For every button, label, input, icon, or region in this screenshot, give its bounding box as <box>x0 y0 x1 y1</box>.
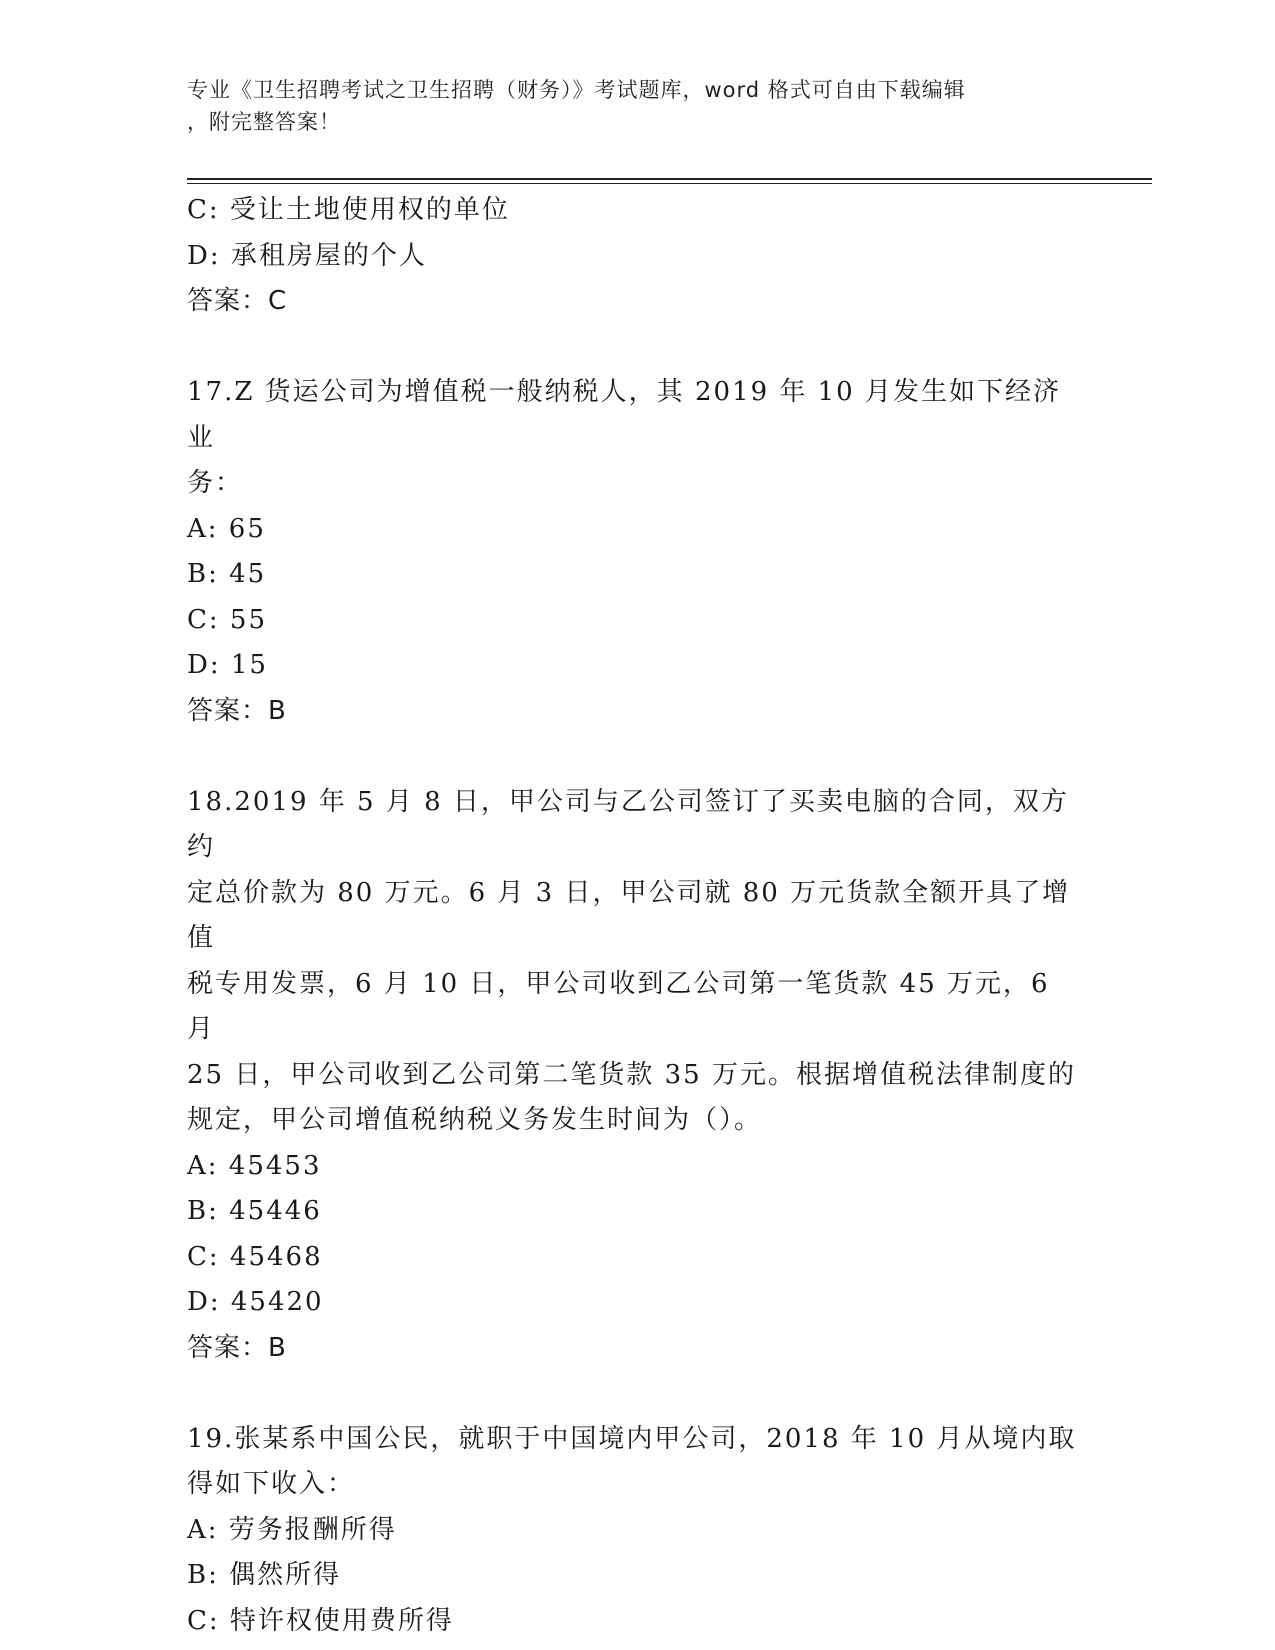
option-b: B: 45446 <box>187 1196 322 1226</box>
option-b: B: 45 <box>187 559 267 589</box>
spacer <box>187 734 1087 780</box>
option-d: D: 45420 <box>187 1287 324 1317</box>
question-block-16 <box>187 188 1087 325</box>
header-rule-thin <box>187 183 1152 184</box>
option-a: A: 劳务报酬所得 <box>187 1514 397 1545</box>
option-c: C: 特许权使用费所得 <box>187 1605 454 1636</box>
option-d: D: 承租房屋的个人 <box>187 240 427 271</box>
header-line-2: ，附完整答案！ <box>187 110 341 134</box>
question-block-17 <box>187 370 1087 734</box>
answer: 答案：B <box>187 695 287 726</box>
option-a: A: 45453 <box>187 1150 322 1181</box>
question-content <box>187 188 1087 1644</box>
option-d: D: 15 <box>187 650 268 680</box>
question-stem: 19.张某系中国公民，就职于中国境内甲公司，2018 年 10 月从境内取 得如下收入： <box>187 1423 1077 1499</box>
question-block-18 <box>187 780 1087 1372</box>
header-rule-thick <box>187 178 1152 180</box>
option-a: A: 65 <box>187 513 266 544</box>
document-header <box>187 74 1067 138</box>
question-stem: 18.2019 年 5 月 8 日，甲公司与乙公司签订了买卖电脑的合同，双方约 定总价款为 80 万元。6 月 3 日，甲公司就 80 万元货款全额开具了增值 税专用发票，6 月 10 日，甲公司收到乙公司第一笔货款 45 万元，6 月 25 日，甲公司收到乙公司第二笔货款 35 万元。根据增值税法律制度的 规定，甲公司增值税纳税义务发生时间为（）。 <box>187 786 1076 1135</box>
spacer <box>187 1371 1087 1417</box>
header-line-1: 专业《卫生招聘考试之卫生招聘（财务）》考试题库，word 格式可自由下载编辑 <box>187 78 966 102</box>
answer: 答案：C <box>187 286 288 316</box>
answer: 答案：B <box>187 1332 287 1363</box>
spacer <box>187 325 1087 371</box>
option-c: C: 受让土地使用权的单位 <box>187 195 510 225</box>
question-stem: 17.Z 货运公司为增值税一般纳税人，其 2019 年 10 月发生如下经济业 务： <box>187 377 1061 498</box>
option-c: C: 45468 <box>187 1241 323 1272</box>
question-block-19 <box>187 1417 1087 1645</box>
option-c: C: 55 <box>187 604 268 635</box>
option-b: B: 偶然所得 <box>187 1560 342 1590</box>
